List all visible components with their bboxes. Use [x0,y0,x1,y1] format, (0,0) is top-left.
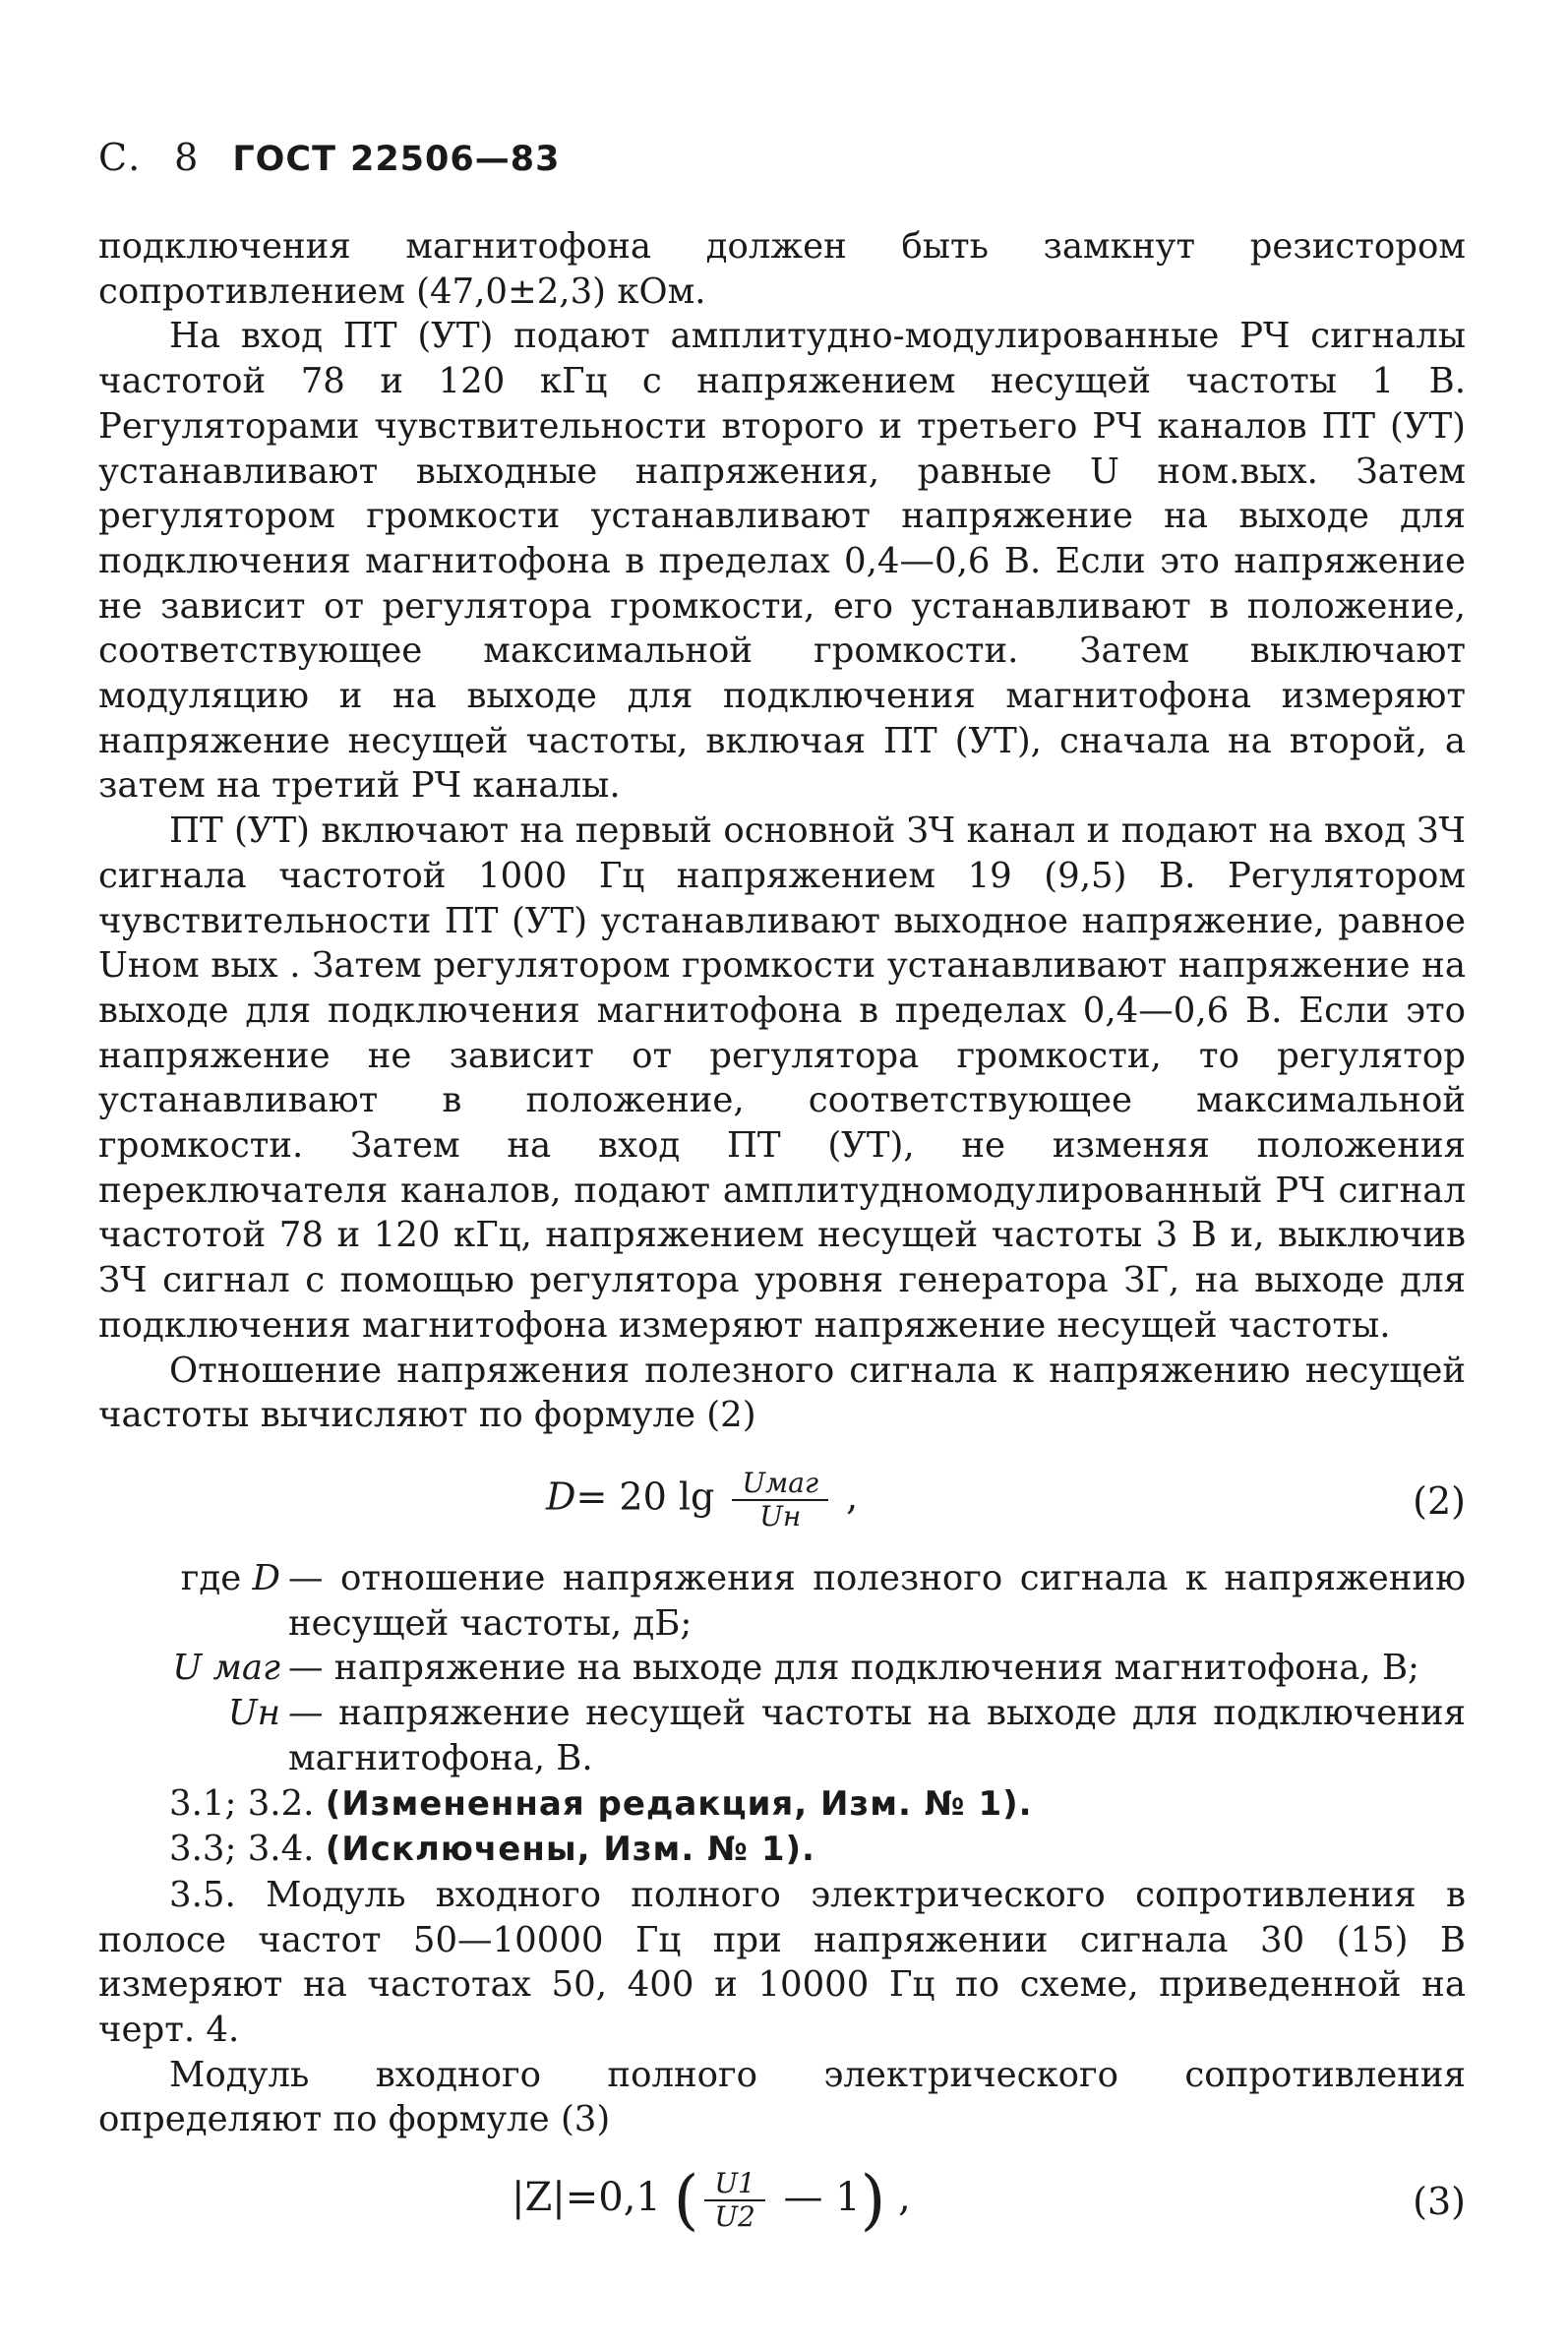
formula-3-tail: , [898,2175,911,2221]
formula-2-expression [546,1468,858,1533]
document-body [98,224,1466,2268]
amendment-note: (Исключены, Изм. № 1). [325,1830,815,1870]
formula-2-tail: , [846,1474,859,1519]
definitions-lead: где [180,1557,242,1598]
amendment-ref: 3.3; 3.4. [169,1829,315,1870]
formula-3-expression [512,2162,911,2239]
left-paren: ( [673,2162,699,2239]
definition-item [98,1646,1466,1691]
amendment-line [98,1827,1466,1873]
definition-symbol: U маг [172,1648,280,1689]
section-3-5: 3.5. Модуль входного полного электрического сопротивления в полосе частот 50—10000 Гц при напряжении сигнала 30 (15) В измеряют на частотах 50, 400 и 10000 Гц по схеме, приведенной на черт. 4. [98,1874,1466,2051]
definitions-list [98,1556,1466,1781]
definition-item [98,1691,1466,1780]
formula-2 [98,1444,1466,1552]
paragraph-modulus: Модуль входного полного электрического сопротивления определяют по формуле (3) [98,2054,1466,2140]
definition-text: — напряжение на выходе для подключения магнитофона, В; [288,1648,1419,1689]
amendment-note: (Измененная редакция, Изм. № 1). [325,1783,1033,1824]
formula-2-number: (2) [1413,1478,1466,1523]
formula-3-minus: — 1 [783,2175,861,2221]
amendment-line [98,1781,1466,1828]
formula-3-lhs: |Z|=0,1 [512,2175,661,2221]
formula-3 [98,2150,1466,2268]
page-header [98,136,560,179]
paragraph-continuation: подключения магнитофона должен быть замкнут резистором сопротивлением (47,0±2,3) кОм. [98,226,1466,312]
formula-2-func: 20 lg [619,1474,715,1519]
formula-2-fraction [732,1468,828,1533]
definition-text: — напряжение несущей частоты на выходе для подключения магнитофона, В. [288,1693,1466,1778]
formula-2-eq: = [575,1474,608,1519]
standard-label: ГОСТ [232,140,336,179]
definition-item [98,1556,1466,1646]
formula-2-numerator: Uмаг [732,1468,828,1501]
formula-3-fraction [704,2168,764,2233]
definition-symbol: Uн [227,1693,280,1734]
formula-3-denominator: U2 [714,2200,755,2234]
definition-text: — отношение напряжения полезного сигнала к напряжению несущей частоты, дБ; [288,1557,1466,1644]
definition-symbol: где D [180,1557,280,1598]
page-prefix: С. [98,136,142,179]
paragraph-ratio-intro: Отношение напряжения полезного сигнала к напряжению несущей частоты вычисляют по формуле (2) [98,1350,1466,1436]
formula-3-number: (3) [1413,2180,1466,2224]
right-paren: ) [860,2162,886,2239]
page-number: 8 [174,136,200,179]
paragraph-af-channel: ПТ (УТ) включают на первый основной ЗЧ канал и подают на вход ЗЧ сигнала частотой 1000 Гц напряжением 19 (9,5) В. Регулятором чувствительности ПТ (УТ) устанавливают выходное напряжение, равное Uном вых . Затем регулятором громкости устанавливают напряжение на выходе для подключения магнитофона в пределах 0,4—0,6 В. Если это напряжение не зависит от регулятора громкости, то регулятор устанавливают в положение, соответствующее максимальной громкости. Затем на вход ПТ (УТ), не изменяя положения переключателя каналов, подают амплитудномодулированный РЧ сигнал частотой 78 и 120 кГц, напряжением несущей частоты 3 В и, выключив ЗЧ сигнал с помощью регулятора уровня генератора ЗГ, на выходе для подключения магнитофона измеряют напряжение несущей частоты. [98,811,1466,1346]
formula-2-lhs: D [546,1474,576,1519]
formula-2-denominator: Uн [759,1499,802,1533]
standard-number: 22506—83 [349,140,561,179]
paragraph-rf-input: На вход ПТ (УТ) подают амплитудно-модулированные РЧ сигналы частотой 78 и 120 кГц с напряжением несущей частоты 1 В. Регуляторами чувствительности второго и третьего РЧ каналов ПТ (УТ) устанавливают выходные напряжения, равные U ном.вых. Затем регулятором громкости устанавливают напряжение на выходе для подключения магнитофона в пределах 0,4—0,6 В. Если это напряжение не зависит от регулятора громкости, его устанавливают в положение, соответствующее максимальной громкости. Затем выключают модуляцию и на выходе для подключения магнитофона измеряют напряжение несущей частоты, включая ПТ (УТ), сначала на второй, а затем на третий РЧ каналы. [98,316,1466,807]
amendment-ref: 3.1; 3.2. [169,1782,315,1824]
formula-3-numerator: U1 [704,2168,764,2201]
